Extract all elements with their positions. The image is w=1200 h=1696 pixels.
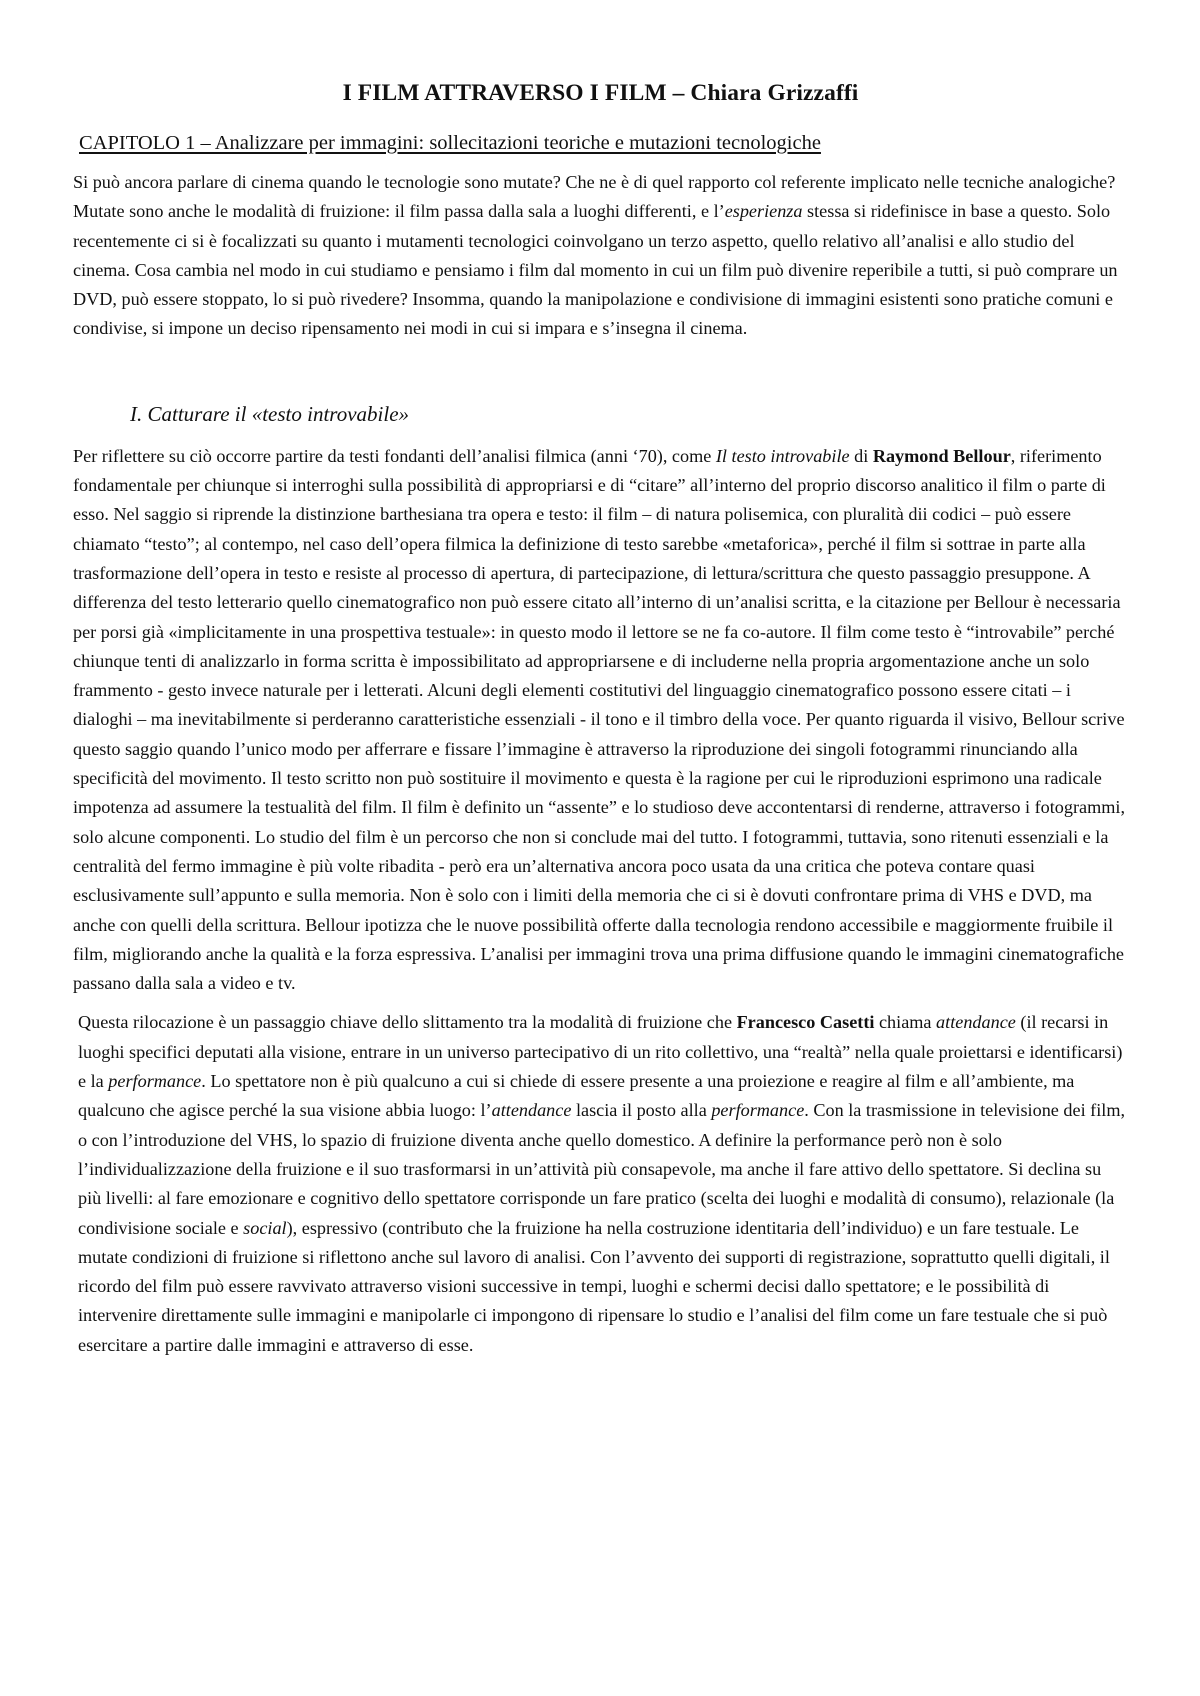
para2-emphasis-performance-2: performance [711,1100,805,1121]
intro-paragraph [73,168,1128,344]
para1-author: Raymond Bellour [872,445,1011,466]
para1-book-title: Il testo introvabile [715,445,850,466]
para2-text-4: . Lo spettatore non è più qualcuno a cui si chiede di essere presente a una proiezione e reagire al film e all’ambiente, ma qualcuno che agisce perché la sua visione abbia luogo: l’ [78,1071,1075,1121]
para2-emphasis-attendance: attendance [936,1012,1016,1033]
body-paragraph-1 [73,442,1128,999]
para2-author: Francesco Casetti [736,1012,875,1033]
intro-text-2: stessa si ridefinisce in base a questo. Solo recentemente ci si è focalizzati su quanto i mutamenti tecnologici coinvolgano un terzo aspetto, quello relativo all’analisi e allo studio del cinema. Cosa cambia nel modo in cui studiamo e pensiamo i film dal momento in cui un film può divenire reperibile a tutti, si può comprare un DVD, può essere stoppato, lo si può rivedere? Insomma, quando la manipolazione e condivisione di immagini esistenti sono pratiche comuni e condivise, si impone un deciso ripensamento nei modi in cui si impara e s’insegna il cinema. [73,201,1118,339]
document-title: I FILM ATTRAVERSO I FILM – Chiara Grizzaffi [342,80,859,106]
para2-text-6: . Con la trasmissione in televisione dei film, o con l’introduzione del VHS, lo spazio di fruizione diventa anche quello domestico. A definire la performance però non è solo l’individualizzazione della fruizione e il suo trasformarsi in un’attività più consapevole, ma anche il fare attivo dello spettatore. Si declina su più livelli: al fare emozionare e cognitivo dello spettatore corrisponde un fare pratico (scelta dei luoghi e modalità di consumo), relazionale (la condivisione sociale e [78,1100,1126,1238]
para2-emphasis-attendance-2: attendance [491,1100,572,1121]
intro-emphasis-esperienza: esperienza [724,201,803,222]
para2-text-1: Questa rilocazione è un passaggio chiave dello slittamento tra la modalità di fruizione che [78,1012,737,1033]
body-paragraph-2 [73,1008,1128,1360]
para2-emphasis-performance: performance [108,1071,202,1092]
intro-text-1: Si può ancora parlare di cinema quando le tecnologie sono mutate? Che ne è di quel rapporto col referente implicato nelle tecniche analogiche? Mutate sono anche le modalità di fruizione: il film passa dalla sala a luoghi differenti, e l’ [73,172,1116,222]
chapter-title: CAPITOLO 1 – Analizzare per immagini: sollecitazioni teoriche e mutazioni tecnologiche [79,132,821,154]
para2-text-7: ), espressivo (contributo che la fruizione ha nella costruzione identitaria dell’individuo) e un fare testuale. Le mutate condizioni di fruizione si riflettono anche sul lavoro di analisi. Con l’avvento dei supporti di registrazione, soprattutto quelli digitali, il ricordo del film può essere ravvivato attraverso visioni successive in tempi, luoghi e schermi decisi dallo spettatore; e le possibilità di intervenire direttamente sulle immagini e manipolarle ci impongono di ripensare lo studio e l’analisi del film come un fare testuale che si può esercitare a partire dalle immagini e attraverso di esse. [78,1217,1110,1355]
para2-text-2: chiama [874,1012,937,1033]
para1-text-1: Per riflettere su ciò occorre partire da testi fondanti dell’analisi filmica (anni ‘70), come [73,445,716,466]
para2-emphasis-social: social [243,1217,287,1238]
para1-text-2: di [849,445,873,466]
para1-text-3: , riferimento fondamentale per chiunque si interroghi sulla possibilità di appropriarsi e di “citare” all’interno del proprio discorso analitico il film o parte di esso. Nel saggio si riprende la distinzione barthesiana tra opera e testo: il film – di natura polisemica, con pluralità dii codici – può essere chiamato “testo”; al contempo, nel caso dell’opera filmica la definizione di testo sarebbe «metaforica», perché il film si sottrae in parte alla trasformazione dell’opera in testo e resiste al processo di apertura, di partecipazione, di lettura/scrittura che questo passaggio presuppone. A differenza del testo letterario quello cinematografico non può essere citato all’interno di un’analisi scritta, e la citazione per Bellour è necessaria per porsi già «implicitamente in una prospettiva testuale»: in questo modo il lettore se ne fa co-autore. Il film come testo è “introvabile” perché chiunque tenti di analizzarlo in forma scritta è impossibilitato ad appropriarsene e di includerne nella propria argomentazione anche un solo frammento - gesto invece naturale per i letterati. Alcuni degli elementi costitutivi del linguaggio cinematografico possono essere citati – i dialoghi – ma inevitabilmente si perderanno caratteristiche essenziali - il tono e il timbro della voce. Per quanto riguarda il visivo, Bellour scrive questo saggio quando l’unico modo per afferrare e fissare l’immagine è attraverso la riproduzione dei singoli fotogrammi rinunciando alla specificità del movimento. Il testo scritto non può sostituire il movimento e questa è la ragione per cui le riproduzioni esprimono una radicale impotenza ad assumere la testualità del film. Il film è definito un “assente” e lo studioso deve accontentarsi di renderne, attraverso i fotogrammi, solo alcune componenti. Lo studio del film è un percorso che non si conclude mai del tutto. I fotogrammi, tuttavia, sono ritenuti essenziali e la centralità del fermo immagine è più volte ribadita - però era un’alternativa ancora poco usata da una critica che poteva contare quasi esclusivamente sull’appunto e sulla memoria. Non è solo con i limiti della memoria che ci si è dovuti confrontare prima di VHS e DVD, ma anche con quelli della scrittura. Bellour ipotizza che le nuove possibilità offerte dalla tecnologia rendono accessibile e maggiormente fruibile il film, migliorando anche la qualità e la forza espressiva. L’analisi per immagini trova una prima diffusione quando le immagini cinematografiche passano dalla sala a video e tv. [73,445,1125,994]
para2-text-5: lascia il posto alla [571,1100,712,1121]
section-heading: I. Catturare il «testo introvabile» [130,401,410,426]
para2-text-3: (il recarsi in luoghi specifici deputati alla visione, entrare in un universo partecipativo di un rito collettivo, una “realtà” nella quale proiettarsi e identificarsi) e la [78,1012,1123,1092]
